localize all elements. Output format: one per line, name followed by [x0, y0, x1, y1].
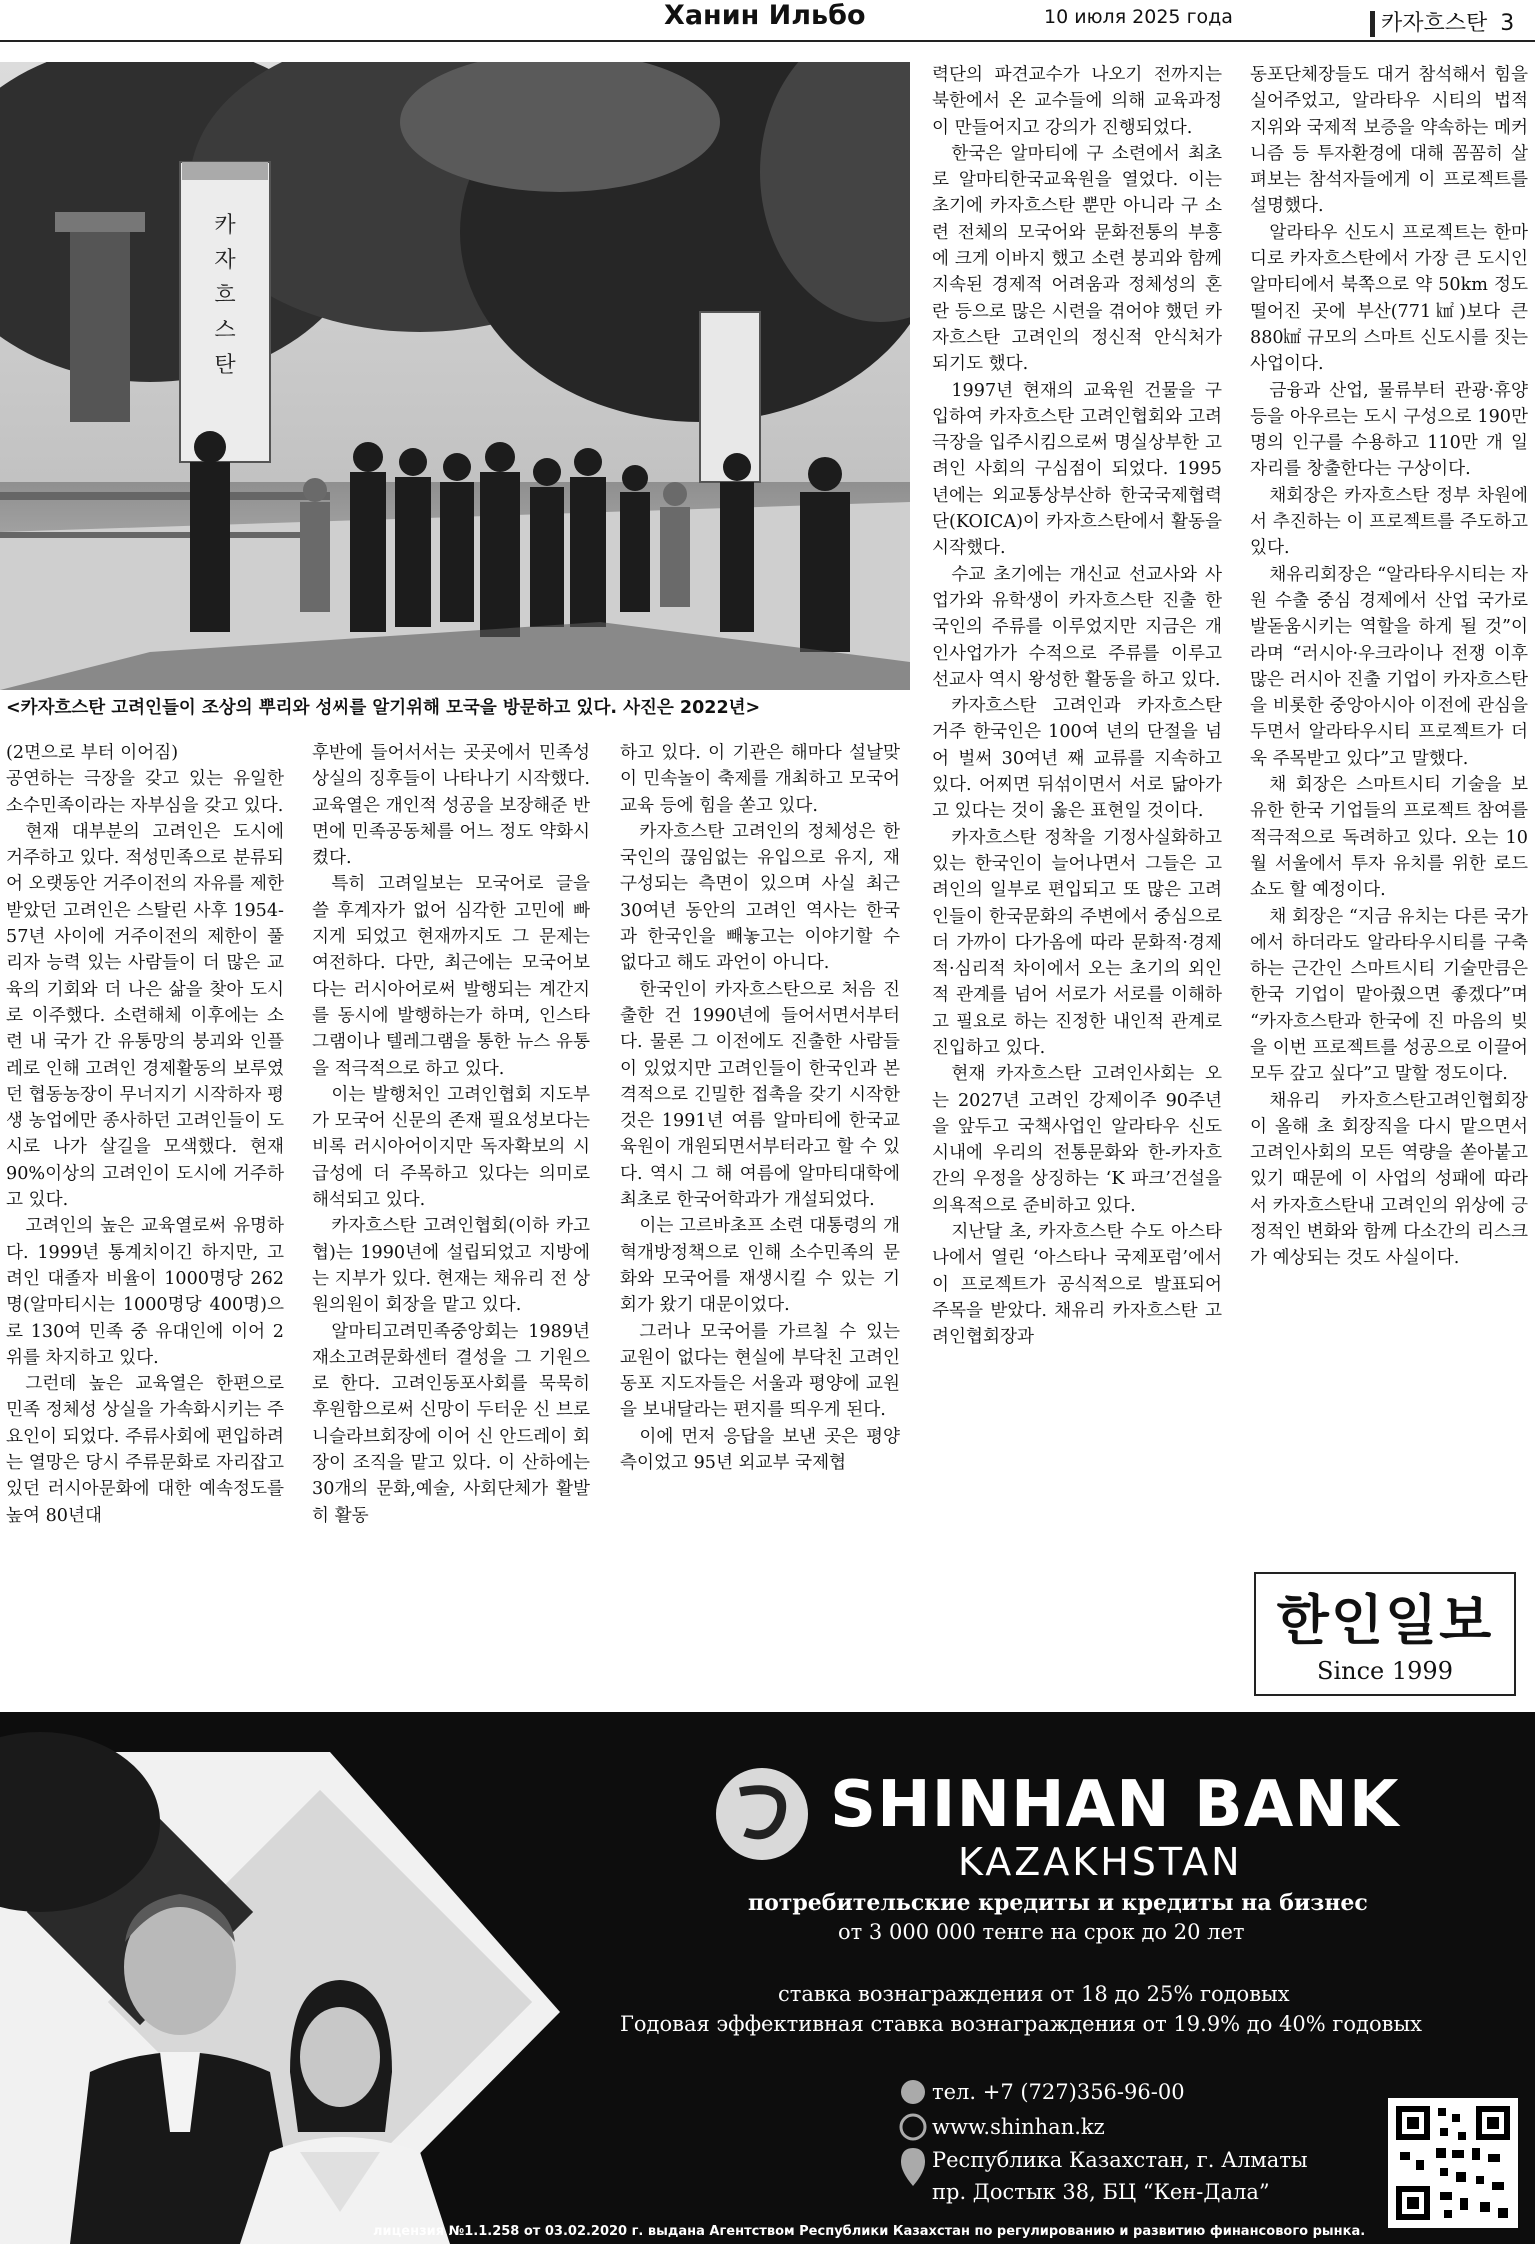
paragraph: 알라타우 신도시 프로젝트는 한마디로 카자흐스탄에서 가장 큰 도시인 알마티에서 북쪽으로 약 50km 정도 떨어진 곳에 부산(771㎢)보다 큰 880㎢ 규모의 스마트 신도시를 짓는 사업이다. [1250, 222, 1528, 375]
photo-caption: <카자흐스탄 고려인들이 조상의 뿌리와 성씨를 알기위해 모국을 방문하고 있다. 사진은 2022년> [6, 698, 761, 718]
paragraph: 알마티고려민족중앙회는 1989년 재소고려문화센터 결성을 그 기원으로 한다. 고려인동포사회를 묵묵히 후원함으로써 신망이 두터운 신 브로니슬라브회장에 이어 신 안드레이 회장이 조직을 맡고 있다. 이 산하에는 30개의 문화,예술, 사회단체가 활발히 활동 [312, 1321, 590, 1526]
paragraph: 카자흐스탄 고려인의 정체성은 한국인의 끊임없는 유입으로 유지, 재구성되는 측면이 있으며 사실 최근 30여년 동안의 고려인 역사는 한국과 한국인을 빼놓고는 이야기할 수 없다고 해도 과언이 아니다. [620, 821, 900, 974]
paragraph: 채 회장은 “지금 유치는 다른 국가에서 하더라도 알라타우시티를 구축하는 근간인 스마트시티 기술만큼은 한국 기업이 맡아줬으면 좋겠다”며 “카자흐스탄과 한국에 진 마음의 빚을 이번 프로젝트를 성공으로 이끌어 모두 갚고 싶다”고 말할 정도이다. [1250, 906, 1528, 1085]
bank-name: SHINHAN BANK [830, 1768, 1400, 1842]
paragraph: 이는 발행처인 고려인협회 지도부가 모국어 신문의 존재 필요성보다는 비록 러시아어이지만 독자확보의 시급성에 더 주목하고 있다는 의미로 해석되고 있다. [312, 1084, 590, 1211]
paragraph: 카자흐스탄 고려인과 카자흐스탄 거주 한국인은 100여 년의 단절을 넘어 벌써 30여년 째 교류를 지속하고 있다. 어찌면 뒤섞이면서 서로 닮아가고 있다는 것이 옳은 표현일 것이다. [932, 696, 1222, 822]
bank-country: KAZAKHSTAN [958, 1840, 1243, 1884]
article-column-3 [620, 740, 900, 1690]
article-column-1 [6, 740, 284, 1690]
ad-website[interactable]: www.shinhan.kz [932, 2115, 1105, 2139]
paragraph: 금융과 산업, 물류부터 관광·휴양 등을 아우르는 도시 구성으로 190만 명의 인구를 수용하고 110만 개 일자리를 창출한다는 구상이다. [1250, 380, 1528, 480]
logo-title: 한인일보 [1276, 1588, 1494, 1652]
paragraph: 특히 고려일보는 모국어로 글을 쓸 후계자가 없어 심각한 고민에 빠지게 되었고 현재까지도 그 문제는 여전하다. 다만, 최근에는 모국어보다는 러시아어로써 발행되는 계간지를 동시에 발행하는가 하며, 인스타그램이나 텔레그램을 통한 뉴스 유통을 적극적으로 하고 있다. [312, 874, 590, 1079]
svg-text:흐: 흐 [214, 283, 236, 308]
paragraph: 현재 카자흐스탄 고려인사회는 오는 2027년 고려인 강제이주 90주년을 앞두고 국책사업인 알라타우 신도시내에 우리의 전통문화와 한-카자흐 간의 우정을 상징하는 ‘K 파크’건설을 의욕적으로 준비하고 있다. [932, 1064, 1222, 1216]
paragraph: 그런데 높은 교육열은 한편으로 민족 정체성 상실을 가속화시키는 주 요인이 되었다. 주류사회에 편입하려는 열망은 당시 주류문화로 자리잡고 있던 러시아문화에 대한 예속정도를 높여 80년대 [6, 1374, 284, 1526]
header-rule [0, 40, 1535, 42]
paragraph: 한국은 알마티에 구 소련에서 최초로 알마티한국교육원을 열었다. 이는 초기에 카자흐스탄 뿐만 아니라 구 소련 전체의 모국어와 문화전통의 부흥에 크게 이바지 했고 소련 붕괴와 함께 지속된 경제적 어려움과 정체성의 혼란 등으로 많은 시련을 겪어야 했던 카자흐스탄 고려인의 정신적 안식처가 되기도 했다. [932, 143, 1222, 375]
page-number: 3 [1500, 11, 1515, 36]
phone-icon [901, 2080, 925, 2104]
paragraph: 력단의 파견교수가 나오기 전까지는 북한에서 온 교수들에 의해 교육과정이 만들어지고 강의가 진행되었다. [932, 65, 1222, 138]
ad-address-1: Республика Казахстан, г. Алматы [932, 2148, 1308, 2172]
ad-address-2: пр. Достык 38, БЦ “Кен-Дала” [932, 2180, 1270, 2204]
newspaper-name: Ханин Ильбо [664, 0, 866, 31]
ad-rate-1: ставка вознаграждения от 18 до 25% годовых [778, 1982, 1290, 2006]
paragraph: 지난달 초, 카자흐스탄 수도 아스타나에서 열린 ‘아스타나 국제포럼’에서 이 프로젝트가 공식적으로 발표되어 주목을 받았다. 채유리 카자흐스탄 고려인협회장과 [932, 1222, 1222, 1348]
bank-advertisement [0, 1712, 1535, 2244]
continuation-note: (2면으로 부터 이어짐) [6, 743, 179, 763]
paragraph: 이는 고르바초프 소련 대통령의 개혁개방정책으로 인해 소수민족의 문화와 모국어를 재생시킬 수 있는 기회가 왔기 대문이었다. [620, 1216, 900, 1316]
article-column-2 [312, 740, 590, 1690]
photo-illustration [0, 62, 910, 690]
paragraph: 후반에 들어서서는 곳곳에서 민족성 상실의 징후들이 나타나기 시작했다. 교육열은 개인적 성공을 보장해준 반면에 민족공동체를 어느 정도 약화시켰다. [312, 743, 590, 869]
paragraph: 카자흐스탄 고려인협회(이하 카고협)는 1990년에 설립되었고 지방에는 지부가 있다. 현재는 채유리 전 상원의원이 회장을 맡고 있다. [312, 1216, 590, 1316]
paragraph: 이에 먼저 응답을 보낸 곳은 평양측이었고 95년 외교부 국제협 [620, 1426, 900, 1474]
paragraph: 1997년 현재의 교육원 건물을 구입하여 카자흐스탄 고려인협회와 고려극장을 입주시킴으로써 명실상부한 고려인 사회의 구심점이 되었다. 1995년에는 외교통상부산하 한국국제협력단(KOICA)이 카자흐스탄에서 활동을 시작했다. [932, 380, 1222, 559]
section-bar-icon [1370, 11, 1375, 37]
paragraph: 수교 초기에는 개신교 선교사와 사업가와 유학생이 카자흐스탄 진출 한국인의 주류를 이루었지만 지금은 개인사업가가 수적으로 주류를 이루고 선교사 역시 왕성한 활동을 하고 있다. [932, 564, 1222, 690]
paragraph: 공연하는 극장을 갖고 있는 유일한 소수민족이라는 자부심을 갖고 있다. [6, 769, 284, 816]
location-pin-icon [901, 2148, 925, 2184]
ad-phone[interactable]: тел. +7 (727)356-96-00 [932, 2080, 1185, 2104]
paragraph: 동포단체장들도 대거 참석해서 힘을 실어주었고, 알라타우 시티의 법적 지위와 국제적 보증을 약속하는 메커니즘 등 투자환경에 대해 꼼꼼히 살펴보는 참석자들에게 이 프로젝트를 설명했다. [1250, 65, 1528, 217]
svg-text:자: 자 [214, 248, 236, 273]
ad-tagline: потребительские кредиты и кредиты на бизнес [748, 1890, 1368, 1916]
ad-amount: от 3 000 000 тенге на срок до 20 лет [838, 1920, 1245, 1944]
article-column-5 [1250, 62, 1528, 1562]
paragraph: 현재 대부분의 고려인은 도시에 거주하고 있다. 적성민족으로 분류되어 오랫동안 거주이전의 자유를 제한받았던 고려인은 스탈린 사후 1954-57년 사이에 거주이전의 제한이 풀리자 능력 있는 사람들이 더 많은 교육의 기회와 더 나은 삶을 찾아 도시로 이주했다. 소련해체 이후에는 소련 내 국가 간 유통망의 붕괴와 인플레로 인해 고려인 경제활동의 보루였던 협동농장이 무너지기 시작하자 평생 농업에만 종사하던 고려인들이 도시로 나가 살길을 모색했다. 현재 90%이상의 고려인이 도시에 거주하고 있다. [6, 821, 284, 1211]
ad-license: лицензия №1.1.258 от 03.02.2020 г. выдана Агентством Республики Казахстан по регулированию и развитию финансового рынка. [373, 2224, 1366, 2239]
paragraph: 카자흐스탄 정착을 기정사실화하고 있는 한국인이 늘어나면서 그들은 고려인의 일부로 편입되고 또 많은 고려인들이 한국문화의 주변에서 중심으로 더 가까이 다가옴에 따라 문화적·경제적·심리적 차이에서 오는 초기의 외인적 관계를 넘어 서로가 서로를 이해하고 필요로 하는 진정한 내인적 관계로 진입하고 있다. [932, 827, 1222, 1058]
article-photo [0, 62, 910, 690]
section-name: 카자흐스탄 [1381, 11, 1488, 36]
paragraph: 채회장은 카자흐스탄 정부 차원에서 추진하는 이 프로젝트를 주도하고 있다. [1250, 485, 1528, 559]
qr-code-icon [1388, 2098, 1518, 2228]
paragraph: 채유리 카자흐스탄고려인협회장이 올해 초 회장직을 다시 맡으면서 고려인사회의 모든 역량을 쏟아붙고 있기 때문에 이 사업의 성패에 따라서 카자흐스탄내 고려인의 위상에 긍정적인 변화와 함께 다소간의 리스크가 예상되는 것도 사실이다. [1250, 1090, 1528, 1269]
globe-icon [901, 2115, 925, 2139]
paragraph: 채유리회장은 “알라타우시티는 자원 수출 중심 경제에서 산업 국가로 발돋움시키는 역할을 하게 될 것”이라며 “러시아·우크라이나 전쟁 이후 많은 러시아 진출 기업이 카자흐스탄을 비롯한 중앙아시아 이전에 관심을 두면서 알라타우시티 프로젝트가 더욱 주목받고 있다”고 말했다. [1250, 564, 1528, 769]
ad-rate-2: Годовая эффективная ставка вознаграждения от 19.9% до 40% годовых [620, 2012, 1423, 2036]
svg-text:탄: 탄 [214, 353, 236, 378]
section-label [1370, 6, 1514, 37]
logo-since: Since 1999 [1317, 1657, 1453, 1685]
newspaper-logo [1254, 1572, 1516, 1696]
paragraph: 한국인이 카자흐스탄으로 처음 진출한 건 1990년에 들어서면서부터다. 물론 그 이전에도 진출한 사람들이 있었지만 고려인들이 한국인과 본격적으로 긴밀한 접촉을 갖기 시작한 것은 1991년 여름 알마티에 한국교육원이 개원되면서부터라고 할 수 있다. 역시 그 해 여름에 알마티대학에 최초로 한국어학과가 개설되었다. [620, 979, 900, 1211]
issue-date: 10 июля 2025 года [1044, 6, 1233, 28]
paragraph: 채 회장은 스마트시티 기술을 보유한 한국 기업들의 프로젝트 참여를 적극적으로 독려하고 있다. 오는 10월 서울에서 투자 유치를 위한 로드쇼도 할 예정이다. [1250, 775, 1528, 901]
svg-text:카: 카 [214, 213, 236, 238]
page-header [0, 0, 1535, 44]
svg-text:스: 스 [214, 318, 236, 343]
paragraph: 그러나 모국어를 가르칠 수 있는 교원이 없다는 현실에 부닥친 고려인 동포 지도자들은 서울과 평양에 교원을 보내달라는 편지를 띄우게 된다. [620, 1321, 900, 1421]
qr-code[interactable] [1388, 2098, 1518, 2228]
paragraph: 하고 있다. 이 기관은 해마다 설날맞이 민속놀이 축제를 개최하고 모국어교육 등에 힘을 쏟고 있다. [620, 743, 900, 816]
article-column-4 [932, 62, 1222, 1690]
paragraph: 고려인의 높은 교육열로써 유명하다. 1999년 통계치이긴 하지만, 고려인 대졸자 비율이 1000명당 262명(알마티시는 1000명당 400명)으로 130여 민족 중 유대인에 이어 2위를 차지하고 있다. [6, 1216, 284, 1368]
